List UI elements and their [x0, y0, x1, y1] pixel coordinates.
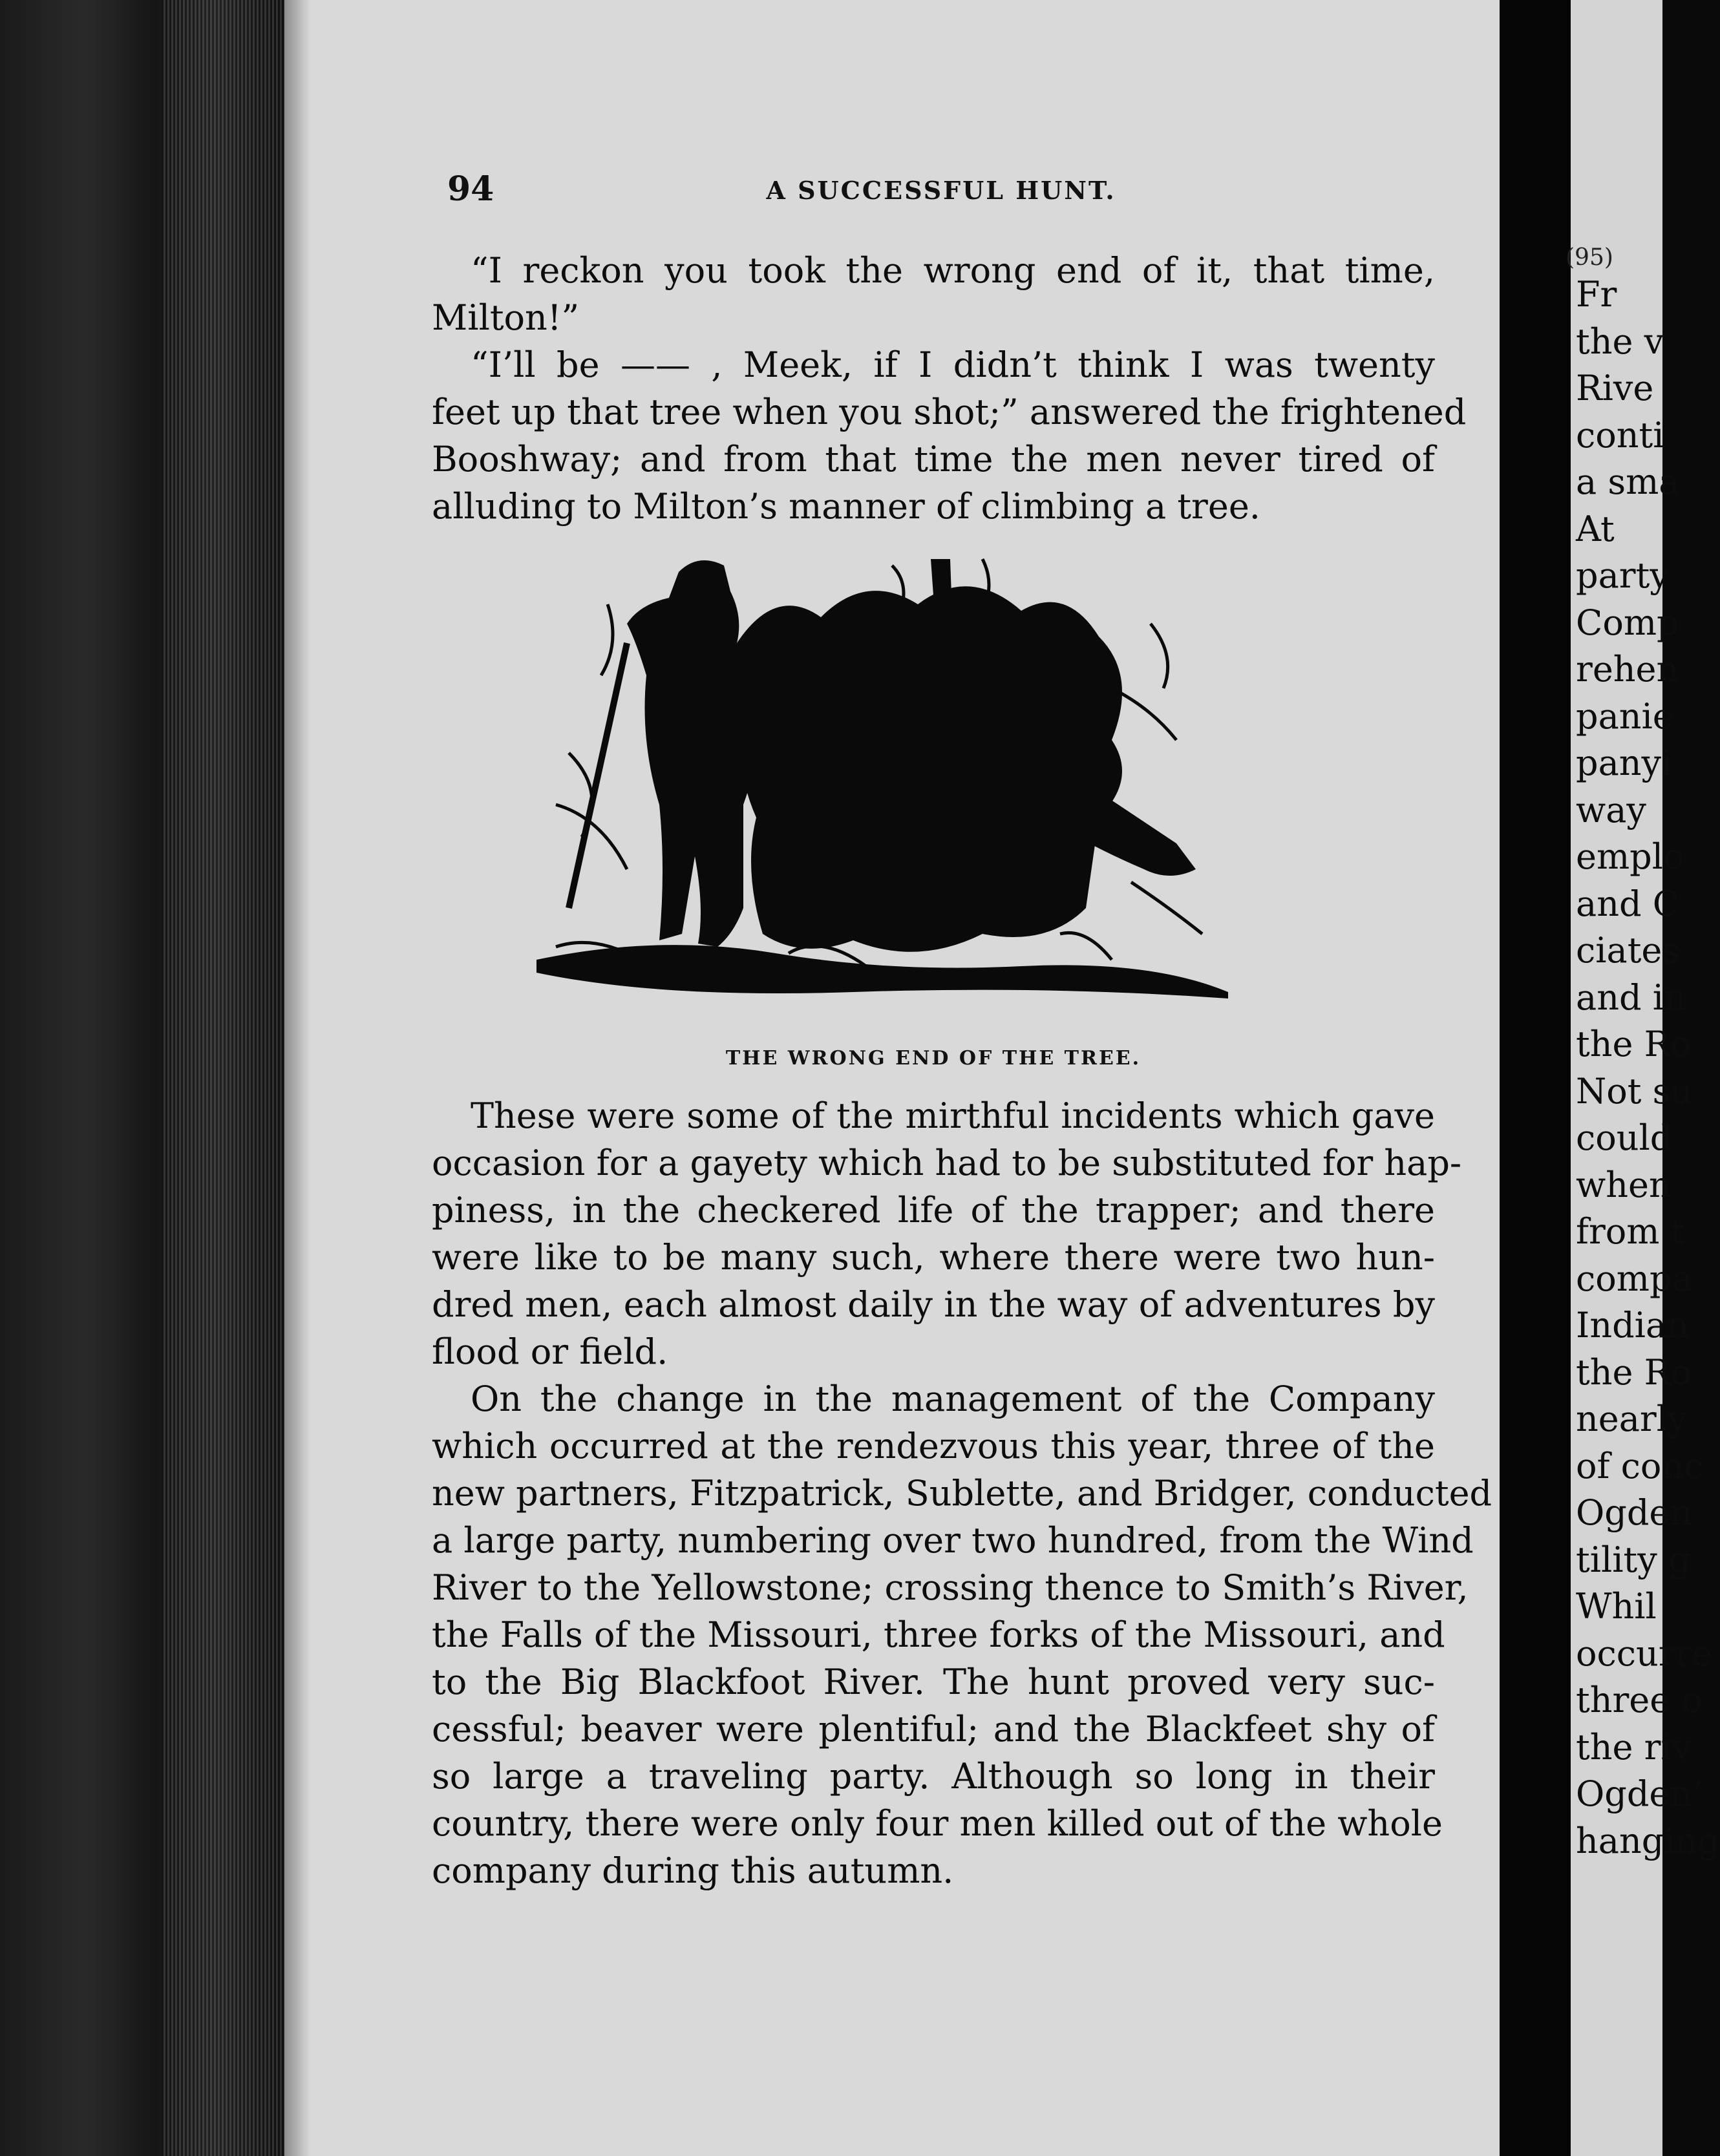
text-line: were like to be many such, where there were two hun-: [432, 1237, 1435, 1278]
paragraph: [432, 1092, 1462, 1375]
facing-page-line: Indian: [1576, 1305, 1689, 1346]
running-head: [447, 169, 1435, 221]
text-line: feet up that tree when you shot;” answered the frightened: [432, 392, 1467, 432]
facing-page-line: party: [1576, 555, 1670, 596]
paragraph: [432, 247, 1435, 341]
facing-page-line: way: [1576, 789, 1646, 830]
facing-page-line: Not su: [1576, 1070, 1693, 1112]
bottom-text-block: [432, 1092, 1492, 1894]
facing-page-line: could: [1576, 1117, 1673, 1158]
text-line: occasion for a gayety which had to be substituted for hap-: [432, 1143, 1462, 1183]
text-line: piness, in the checkered life of the trapper; and there: [432, 1190, 1435, 1231]
woodcut-illustration: [530, 546, 1241, 1037]
running-title: A SUCCESSFUL HUNT.: [766, 176, 1116, 205]
facing-page-line: compa: [1576, 1258, 1693, 1299]
facing-page-line: from t: [1576, 1211, 1685, 1252]
facing-page-line: At: [1576, 508, 1615, 549]
facing-page-line: the Ro: [1576, 1024, 1692, 1064]
facing-page-line: a sma: [1576, 461, 1680, 502]
text-line: which occurred at the rendezvous this year, three of the: [432, 1426, 1435, 1466]
text-line: flood or field.: [432, 1331, 668, 1372]
page-shadow: [284, 0, 310, 2156]
text-line: a large party, numbering over two hundred, from the Wind: [432, 1520, 1474, 1561]
text-line: River to the Yellowstone; crossing thence to Smith’s River,: [432, 1567, 1469, 1608]
facing-page-line: the v: [1576, 321, 1664, 362]
facing-page-line: panyi: [1576, 743, 1673, 783]
facing-page-line: three o: [1576, 1680, 1703, 1720]
facing-page-line: occurre: [1576, 1633, 1713, 1674]
facing-page-marker: (95): [1566, 244, 1613, 271]
facing-page-text: [1576, 271, 1720, 1865]
text-line: “I’ll be —— , Meek, if I didn’t think I was twenty: [471, 344, 1435, 385]
text-line: country, there were only four men killed out of the whole: [432, 1803, 1443, 1844]
text-line: Booshway; and from that time the men never tired of: [432, 439, 1435, 480]
facing-page-line: ciates: [1576, 930, 1681, 971]
paragraph: [432, 1375, 1492, 1894]
facing-page-line: of conc: [1576, 1445, 1704, 1486]
text-line: cessful; beaver were plentiful; and the Blackfeet shy of: [432, 1709, 1435, 1749]
facing-page-line: Rive: [1576, 368, 1654, 408]
page-edges: [162, 0, 284, 2156]
facing-page-line: and in: [1576, 977, 1686, 1018]
text-line: Milton!”: [432, 297, 580, 338]
facing-page-line: when: [1576, 1164, 1672, 1205]
text-line: dred men, each almost daily in the way of adventures by: [432, 1284, 1435, 1325]
facing-page-line: Ogden’: [1576, 1773, 1704, 1814]
facing-page: [1566, 0, 1720, 2156]
illustration-caption: THE WRONG END OF THE TREE.: [725, 1047, 1141, 1070]
text-line: “I reckon you took the wrong end of it, that time,: [471, 250, 1435, 291]
facing-page-line: panie: [1576, 695, 1673, 737]
text-line: so large a traveling party. Although so long in their: [432, 1756, 1435, 1797]
page-gutter: [1500, 0, 1571, 2156]
text-line: alluding to Milton’s manner of climbing a tree.: [432, 486, 1260, 527]
page-number: 94: [447, 169, 494, 209]
facing-page-line: hanging: [1576, 1820, 1720, 1861]
text-line: the Falls of the Missouri, three forks of the Missouri, and: [432, 1614, 1445, 1655]
facing-page-line: emplo: [1576, 836, 1684, 877]
facing-page-line: Ogden: [1576, 1492, 1693, 1533]
facing-page-line: conti: [1576, 414, 1664, 456]
facing-page-line: the Ro: [1576, 1351, 1692, 1393]
facing-page-line: Comp: [1576, 602, 1679, 643]
paragraph: [432, 341, 1467, 530]
facing-page-line: tility g: [1576, 1539, 1691, 1580]
facing-page-line: the riv: [1576, 1726, 1692, 1768]
top-text-block: [432, 247, 1467, 530]
text-line: company during this autumn.: [432, 1850, 954, 1891]
facing-page-line: nearly: [1576, 1399, 1688, 1439]
facing-page-line: and C: [1576, 883, 1680, 924]
facing-page-line: Fr: [1576, 274, 1617, 315]
text-line: to the Big Blackfoot River. The hunt proved very suc-: [432, 1662, 1435, 1702]
text-line: new partners, Fitzpatrick, Sublette, and Bridger, conducted: [432, 1473, 1492, 1514]
text-line: On the change in the management of the Company: [471, 1379, 1435, 1419]
facing-page-line: Whil: [1576, 1586, 1657, 1627]
facing-page-line: rehen: [1576, 649, 1679, 690]
text-line: These were some of the mirthful incidents which gave: [471, 1095, 1435, 1136]
